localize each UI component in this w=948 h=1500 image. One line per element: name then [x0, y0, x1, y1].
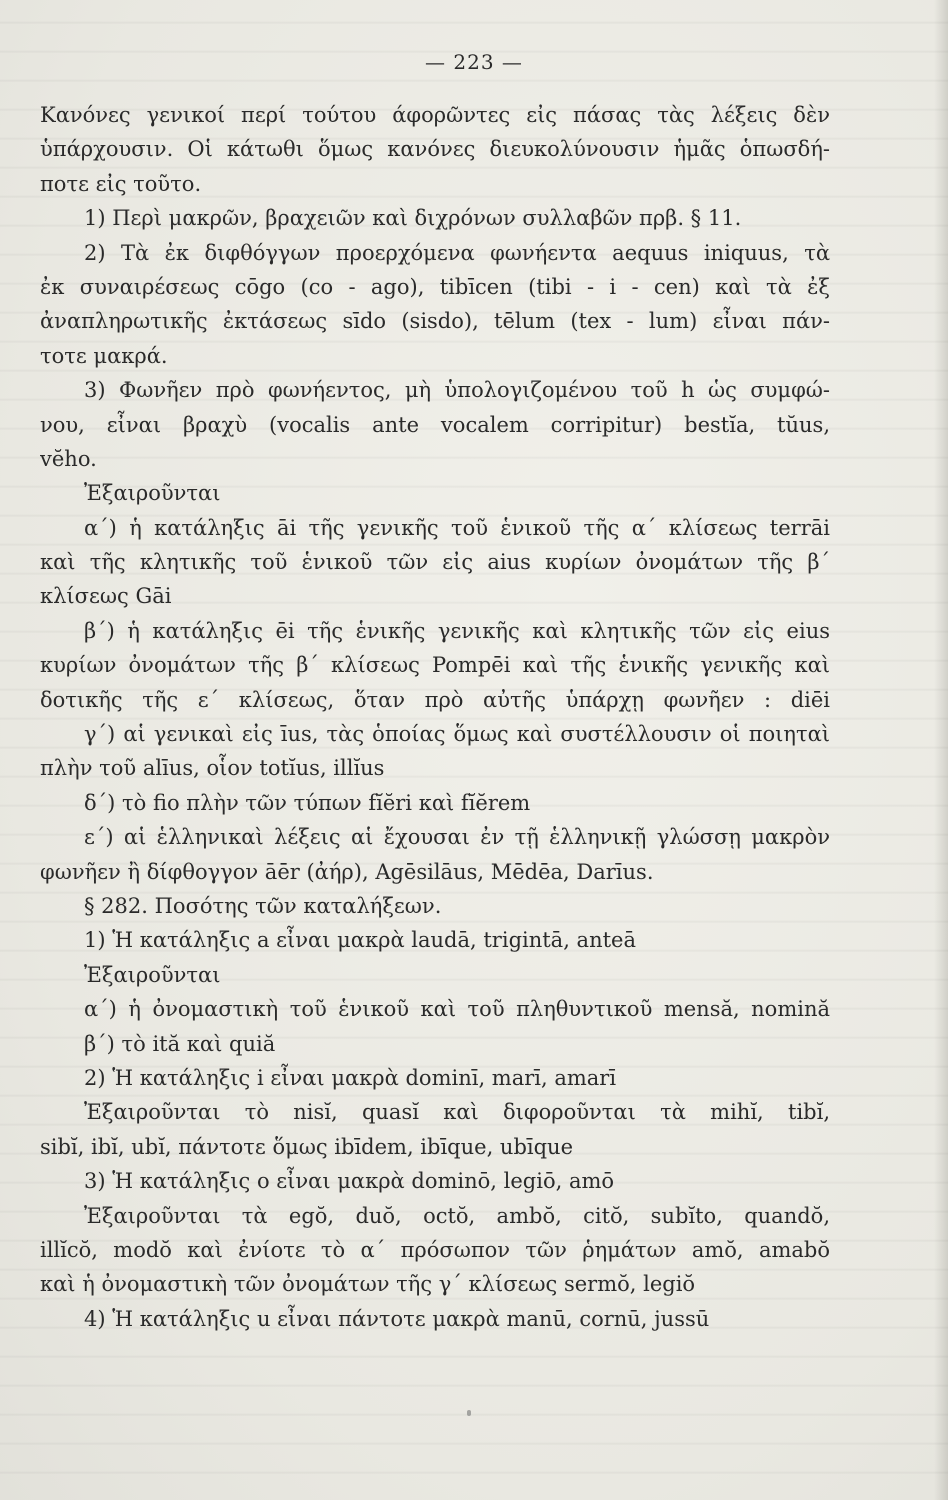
text-line: 3) Φωνῆεν πρὸ φωνήεντος, μὴ ὑπολογιζομένου τοῦ h ὡς συμφώ-: [84, 378, 830, 403]
body-text: [40, 98, 830, 1336]
text-line: ἀναπληρωτικῆς ἐκτάσεως sīdo (sisdo), tēlum (tex - lum) εἶναι πάν-: [40, 309, 830, 334]
text-line: Ἐξαιροῦνται τὰ egŏ, duŏ, octŏ, ambŏ, citŏ, subĭto, quandŏ,: [84, 1203, 830, 1228]
text-line: 1) Ἡ κατάληξις a εἶναι μακρὰ laudā, trigintā, anteā: [84, 928, 636, 953]
text-line: κλίσεως Gāi: [40, 584, 172, 609]
text-line: καὶ ἡ ὀνομαστικὴ τῶν ὀνομάτων τῆς γ΄ κλίσεως sermŏ, legiŏ: [40, 1272, 696, 1297]
text-line: γ΄) αἱ γενικαὶ εἰς īus, τὰς ὁποίας ὅμως καὶ συστέλλουσιν οἱ ποιηταὶ: [84, 722, 830, 747]
page-edge-shadow: [934, 0, 948, 1500]
text-line: 2) Τὰ ἐκ διφθόγγων προερχόμενα φωνήεντα aequus iniquus, τὰ: [84, 240, 830, 265]
text-line: Ἐξαιροῦνται: [84, 481, 221, 506]
ink-speck: [467, 1410, 471, 1416]
page-number: — 223 —: [425, 50, 523, 74]
text-line: καὶ τῆς κλητικῆς τοῦ ἑνικοῦ τῶν εἰς aius κυρίων ὀνομάτων τῆς β΄: [40, 550, 830, 575]
section-heading: § 282. Ποσότης τῶν καταλήξεων.: [84, 893, 442, 918]
text-line: β΄) ἡ κατάληξις ēi τῆς ἑνικῆς γενικῆς καὶ κλητικῆς τῶν εἰς eius: [84, 618, 830, 643]
text-line: vĕho.: [40, 446, 97, 471]
text-line: φωνῆεν ἢ δίφθογγον āēr (ἀήρ), Agēsilāus, Mēdēa, Darīus.: [40, 859, 654, 884]
text-line: β΄) τὸ ită καὶ quiă: [84, 1031, 276, 1056]
text-line: 4) Ἡ κατάληξις u εἶναι πάντοτε μακρὰ manū, cornū, jussū: [84, 1306, 710, 1331]
text-line: νου, εἶναι βραχὺ (vocalis ante vocalem corripitur) bestĭa, tŭus,: [40, 412, 830, 437]
text-line: ποτε εἰς τοῦτο.: [40, 171, 202, 196]
text-line: α΄) ἡ ὀνομαστικὴ τοῦ ἑνικοῦ καὶ τοῦ πληθυντικοῦ mensă, nomină: [84, 997, 830, 1022]
text-line: πλὴν τοῦ alīus, οἷον totĭus, illĭus: [40, 756, 385, 781]
text-line: κυρίων ὀνομάτων τῆς β΄ κλίσεως Pompēi καὶ τῆς ἑνικῆς γενικῆς καὶ: [40, 653, 830, 678]
text-line: Κανόνες γενικοί περί τούτου άφορῶντες εἰς πάσας τὰς λέξεις δὲν: [40, 103, 830, 127]
text-line: α΄) ἡ κατάληξις āi τῆς γενικῆς τοῦ ἑνικοῦ τῆς α΄ κλίσεως terrāi: [84, 515, 830, 540]
text-line: ὑπάρχουσιν. Οἱ κάτωθι ὅμως κανόνες διευκολύνουσιν ἡμᾶς ὁπωσδή-: [40, 137, 830, 162]
text-line: 1) Περὶ μακρῶν, βραχειῶν καὶ διχρόνων συλλαβῶν πρβ. § 11.: [84, 206, 742, 231]
text-line: sibĭ, ibĭ, ubĭ, πάντοτε ὅμως ibīdem, ibīque, ubīque: [40, 1134, 574, 1159]
text-line: τοτε μακρά.: [40, 343, 168, 368]
text-line: 2) Ἡ κατάληξις i εἶναι μακρὰ dominī, marī, amarī: [84, 1065, 617, 1090]
text-line: δ΄) τὸ fio πλὴν τῶν τύπων fĭĕri καὶ fĭĕrem: [84, 790, 531, 815]
text-line: δοτικῆς τῆς ε΄ κλίσεως, ὅταν πρὸ αὐτῆς ὑπάρχῃ φωνῆεν : diēi: [40, 687, 830, 712]
text-line: ἐκ συναιρέσεως cōgo (co - ago), tibīcen (tibi - i - cen) καὶ τὰ ἐξ: [40, 274, 830, 299]
text-line: Ἐξαιροῦνται: [84, 962, 221, 987]
text-line: ε΄) αἱ ἑλληνικαὶ λέξεις αἱ ἔχουσαι ἐν τῇ ἑλληνικῇ γλώσσῃ μακρὸν: [84, 825, 830, 850]
text-line: 3) Ἡ κατάληξις o εἶναι μακρὰ dominō, legiō, amō: [84, 1169, 615, 1194]
text-line: Ἐξαιροῦνται τὸ nisĭ, quasĭ καὶ διφοροῦνται τὰ mihĭ, tibĭ,: [84, 1100, 830, 1125]
text-line: illĭcŏ, modŏ καὶ ἐνίοτε τὸ α΄ πρόσωπον τῶν ῥημάτων amŏ, amabŏ: [40, 1237, 830, 1262]
